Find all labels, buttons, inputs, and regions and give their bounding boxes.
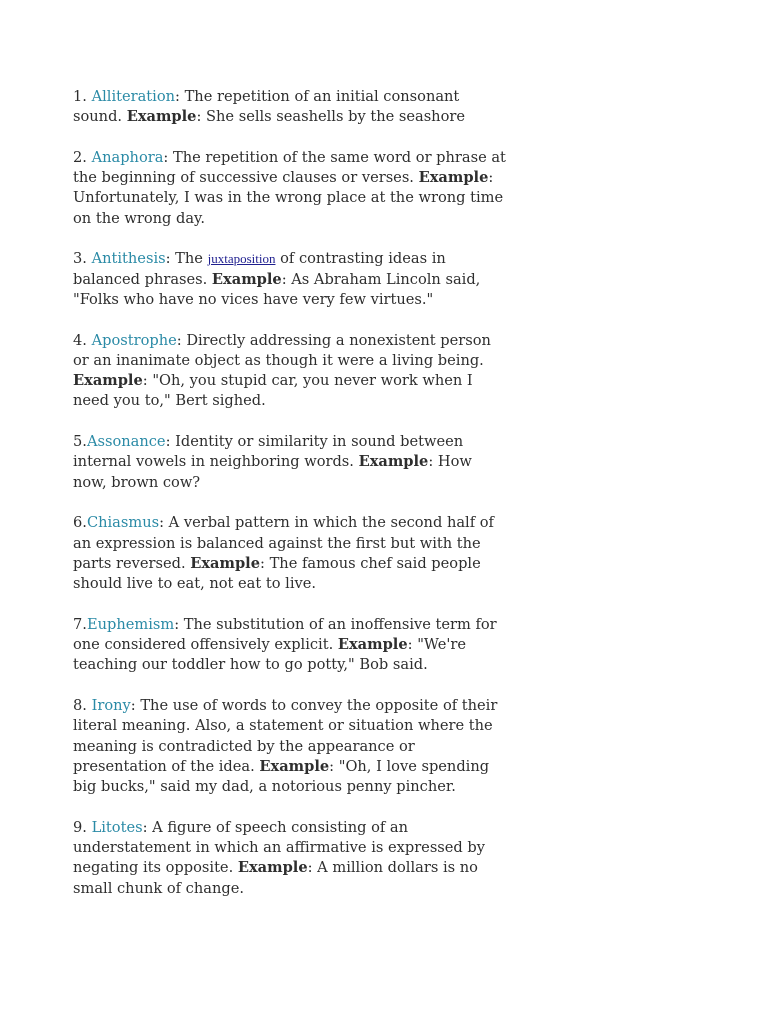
juxtaposition-link[interactable]: juxtaposition [207, 251, 276, 267]
entry-anaphora [73, 148, 509, 229]
example-separator: : [329, 757, 339, 775]
example-label: Example [337, 636, 408, 654]
entry-term: Alliteration [91, 88, 176, 105]
entry-number: 9. [73, 818, 92, 836]
example-text: She sells seashells by the seashore [206, 108, 465, 126]
example-separator: : [142, 372, 153, 390]
example-separator: : [428, 453, 438, 471]
example-separator: : [281, 270, 292, 288]
entry-apostrophe [73, 331, 509, 412]
example-label: Example [211, 270, 282, 288]
example-label: Example [237, 859, 308, 877]
entry-definition: Identity or similarity in sound between internal vowels in neighboring words. [73, 433, 464, 471]
entry-term: Euphemism [86, 615, 175, 633]
entry-separator: : [165, 250, 176, 268]
entry-term: Litotes [91, 818, 143, 836]
entry-term: Assonance [86, 433, 166, 451]
example-separator: : [307, 859, 318, 877]
entry-definition: The repetition of an initial consonant sound. [73, 88, 460, 126]
entry-separator: : [175, 88, 185, 105]
entry-euphemism [73, 615, 509, 676]
entry-term: Anaphora [91, 148, 164, 166]
example-label: Example [190, 554, 260, 572]
example-separator: : [260, 554, 270, 572]
example-text: "Oh, I love spending big bucks," said my dad, a notorious penny pincher. [73, 757, 490, 796]
entry-definition-post: of contrasting ideas in balanced phrases. [73, 250, 446, 288]
entry-litotes [73, 818, 509, 899]
example-separator: : [407, 636, 418, 654]
example-label: Example [259, 757, 330, 775]
example-text: A million dollars is no small chunk of change. [73, 859, 478, 897]
entry-antithesis [73, 249, 509, 310]
entry-definition: The repetition of the same word or phrase at the beginning of successive clauses or verses. [73, 148, 506, 187]
entry-assonance [73, 432, 509, 493]
entry-number: 1. [73, 88, 92, 105]
entry-number: 7. [73, 615, 87, 633]
entry-separator: : [176, 331, 187, 349]
example-label: Example [418, 169, 489, 187]
entry-definition: The use of words to convey the opposite of their literal meaning. Also, a statement or situation where the meaning is contradicted by the appearance or presentation of the idea. [73, 696, 498, 775]
entry-chiasmus [73, 513, 509, 594]
entry-definition: The substitution of an inoffensive term for one considered offensively explicit. [73, 615, 497, 654]
entry-definition: A figure of speech consisting of an understatement in which an affirmative is expressed by negating its opposite. [73, 818, 486, 877]
entry-separator: : [174, 615, 184, 633]
example-label: Example [358, 453, 429, 471]
entry-term: Irony [91, 696, 131, 714]
entry-irony [73, 696, 509, 797]
entry-term: Chiasmus [86, 514, 160, 532]
entry-number: 2. [73, 148, 92, 166]
entry-definition: Directly addressing a nonexistent person or an inanimate object as though it were a living being. [73, 331, 491, 369]
entry-term: Apostrophe [91, 331, 177, 349]
example-text: "Oh, you stupid car, you never work when I need you to," Bert sighed. [73, 372, 473, 410]
entry-alliteration [73, 87, 509, 128]
entry-separator: : [165, 433, 176, 451]
entry-separator: : [159, 514, 169, 532]
example-separator: : [488, 169, 494, 187]
entry-definition: A verbal pattern in which the second half of an expression is balanced against the first but with the parts reversed. [73, 514, 494, 572]
example-separator: : [196, 108, 207, 126]
entry-separator: : [130, 696, 141, 714]
example-text: As Abraham Lincoln said, "Folks who have no vices have very few virtues." [73, 270, 481, 308]
entry-number: 5. [73, 433, 87, 451]
entry-term: Antithesis [91, 250, 166, 268]
example-label: Example [126, 108, 197, 126]
entry-separator: : [142, 818, 153, 836]
document-page [73, 87, 509, 919]
entry-separator: : [163, 148, 173, 166]
example-text: How now, brown cow? [73, 453, 472, 491]
entry-number: 6. [73, 514, 87, 532]
example-text: The famous chef said people should live to eat, not eat to live. [73, 554, 481, 593]
example-label: Example [73, 372, 143, 390]
example-text: Unfortunately, I was in the wrong place at the wrong time on the wrong day. [73, 189, 504, 227]
entry-definition-pre: The [175, 250, 208, 268]
example-text: "We're teaching our toddler how to go potty," Bob said. [73, 636, 466, 674]
entry-number: 8. [73, 696, 92, 714]
entry-number: 3. [73, 250, 92, 268]
entry-number: 4. [73, 331, 92, 349]
